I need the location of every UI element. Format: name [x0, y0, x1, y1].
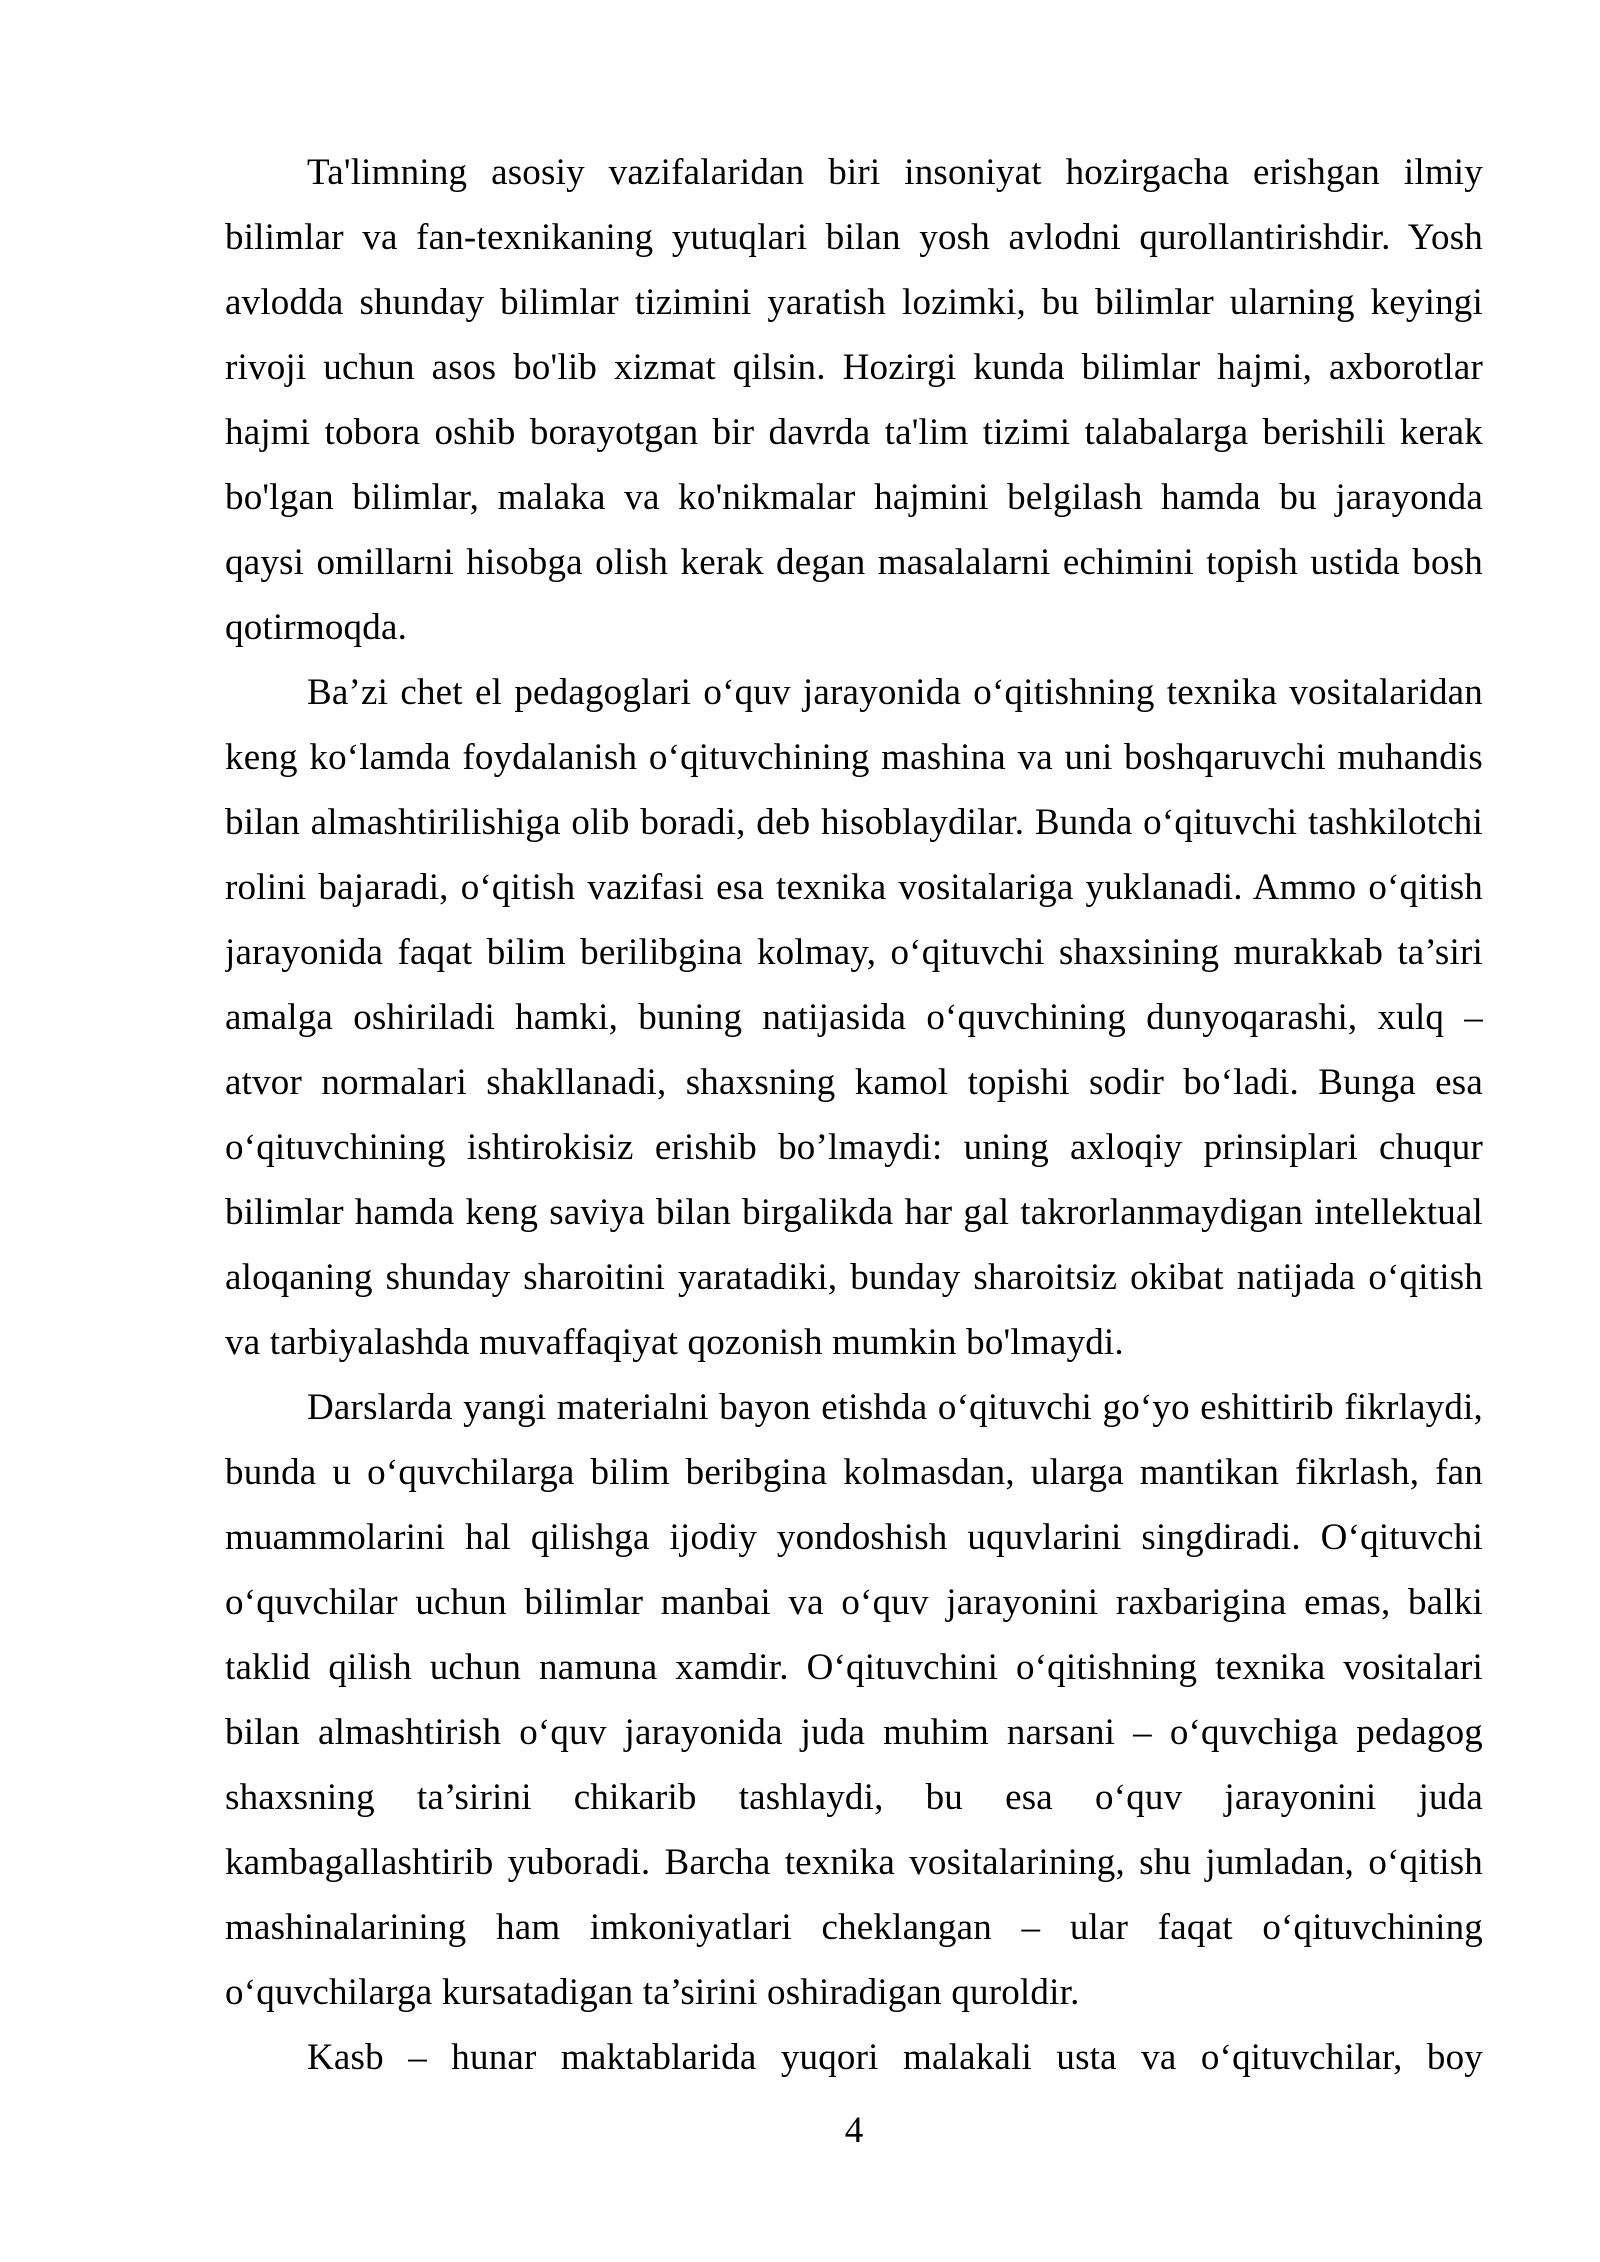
text-line: rivoji uchun asos bo'lib xizmat qilsin. Hozirgi kunda bilimlar hajmi, axborotlar: [225, 347, 1483, 388]
text-line: aloqaning shunday sharoitini yaratadiki, bunday sharoitsiz okibat natijada oʻqitish: [225, 1257, 1483, 1298]
text-line: kambagallashtirib yuboradi. Barcha texnika vositalarining, shu jumladan, oʻqitish: [225, 1842, 1483, 1883]
text-line: muammolarini hal qilishga ijodiy yondoshish uquvlarini singdiradi. Oʻqituvchi: [225, 1517, 1483, 1558]
paragraph: [225, 140, 1483, 660]
text-line: bunda u oʻquvchilarga bilim beribgina kolmasdan, ularga mantikan fikrlash, fan: [225, 1452, 1483, 1493]
text-line: rolini bajaradi, oʻqitish vazifasi esa texnika vositalariga yuklanadi. Ammo oʻqitish: [225, 867, 1483, 908]
text-line: jarayonida faqat bilim berilibgina kolmay, oʻqituvchi shaxsining murakkab ta’siri: [225, 932, 1483, 973]
text-line: bilan almashtirilishiga olib boradi, deb hisoblaydilar. Bunda oʻqituvchi tashkilotchi: [225, 802, 1483, 843]
text-line: keng koʻlamda foydalanish oʻqituvchining mashina va uni boshqaruvchi muhandis: [225, 737, 1483, 778]
text-line: bilan almashtirish oʻquv jarayonida juda muhim narsani – oʻquvchiga pedagog: [225, 1712, 1483, 1753]
text-line: oʻquvchilarga kursatadigan ta’sirini oshiradigan quroldir.: [225, 1972, 1080, 2013]
paragraph: [225, 1375, 1483, 2025]
text-line: atvor normalari shakllanadi, shaxsning kamol topishi sodir boʻladi. Bunga esa: [225, 1062, 1483, 1103]
text-line: avlodda shunday bilimlar tizimini yaratish lozimki, bu bilimlar ularning keyingi: [225, 282, 1483, 323]
text-line: bilimlar va fan-texnikaning yutuqlari bilan yosh avlodni qurollantirishdir. Yosh: [225, 217, 1483, 258]
text-line: va tarbiyalashda muvaffaqiyat qozonish mumkin bo'lmaydi.: [225, 1322, 1124, 1363]
text-line: qotirmoqda.: [225, 607, 408, 648]
text-block: [225, 140, 1483, 2090]
text-line: hajmi tobora oshib borayotgan bir davrda ta'lim tizimi talabalarga berishili kerak: [225, 412, 1483, 453]
text-line: bo'lgan bilimlar, malaka va ko'nikmalar hajmini belgilash hamda bu jarayonda: [225, 477, 1483, 518]
text-line: oʻquvchilar uchun bilimlar manbai va oʻquv jarayonini raxbarigina emas, balki: [225, 1582, 1483, 1623]
paragraph: [225, 660, 1483, 1375]
text-line: Kasb – hunar maktablarida yuqori malakali usta va oʻqituvchilar, boy: [307, 2037, 1483, 2078]
text-line: amalga oshiriladi hamki, buning natijasida oʻquvchining dunyoqarashi, xulq –: [225, 997, 1483, 1038]
paragraph: [225, 2025, 1483, 2090]
text-line: Ba’zi chet el pedagoglari oʻquv jarayonida oʻqitishning texnika vositalaridan: [307, 672, 1483, 713]
text-line: taklid qilish uchun namuna xamdir. Oʻqituvchini oʻqitishning texnika vositalari: [225, 1647, 1483, 1688]
text-line: oʻqituvchining ishtirokisiz erishib bo’lmaydi: uning axloqiy prinsiplari chuqur: [225, 1127, 1483, 1168]
text-line: Ta'limning asosiy vazifalaridan biri insoniyat hozirgacha erishgan ilmiy: [307, 152, 1483, 193]
text-line: Darslarda yangi materialni bayon etishda oʻqituvchi goʻyo eshittirib fikrlaydi,: [307, 1387, 1483, 1428]
text-line: mashinalarining ham imkoniyatlari cheklangan – ular faqat oʻqituvchining: [225, 1907, 1483, 1948]
text-line: shaxsning ta’sirini chikarib tashlaydi, bu esa oʻquv jarayonini juda: [225, 1777, 1483, 1818]
text-line: qaysi omillarni hisobga olish kerak degan masalalarni echimini topish ustida bosh: [225, 542, 1483, 583]
text-line: bilimlar hamda keng saviya bilan birgalikda har gal takrorlanmaydigan intellektual: [225, 1192, 1483, 1233]
page-number: 4: [844, 2110, 864, 2151]
